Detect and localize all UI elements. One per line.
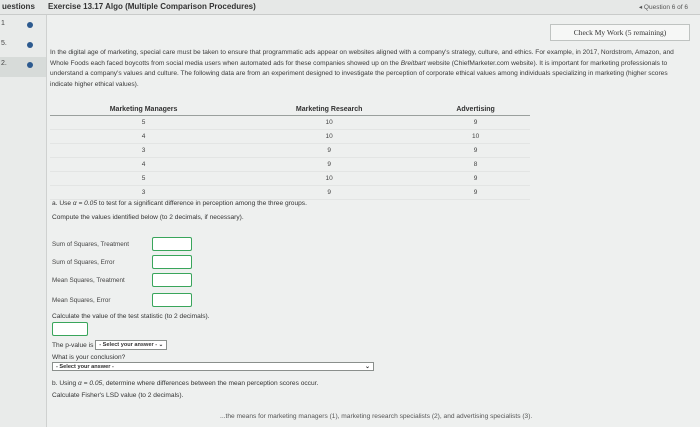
sidebar-item-number: 1 bbox=[1, 20, 5, 27]
part-a-prompt bbox=[52, 200, 307, 207]
status-dot-icon bbox=[27, 22, 33, 28]
table-cell: 4 bbox=[50, 130, 237, 144]
intro-site-name: Breitbart bbox=[400, 59, 426, 67]
table-cell: 9 bbox=[237, 144, 421, 158]
ms-treatment-label: Mean Squares, Treatment bbox=[52, 277, 125, 284]
question-navigator[interactable]: ◂ Question 6 of 6 bbox=[638, 4, 688, 11]
table-cell: 10 bbox=[237, 116, 421, 130]
sidebar-item-1[interactable] bbox=[0, 17, 46, 37]
test-statistic-input[interactable] bbox=[52, 322, 88, 336]
table-cell: 10 bbox=[237, 130, 421, 144]
sidebar-item-number: 2. bbox=[1, 60, 7, 67]
ms-treatment-input[interactable] bbox=[152, 273, 192, 287]
table-cell: 8 bbox=[421, 158, 530, 172]
ss-treatment-input[interactable] bbox=[152, 237, 192, 251]
table-row bbox=[50, 158, 530, 172]
status-dot-icon bbox=[27, 42, 33, 48]
col-header-research: Marketing Research bbox=[237, 103, 421, 116]
alpha-value: α = 0.05 bbox=[78, 380, 103, 387]
fisher-lsd-instruction: Calculate Fisher's LSD value (to 2 decimals). bbox=[52, 392, 184, 399]
ss-treatment-label: Sum of Squares, Treatment bbox=[52, 241, 129, 248]
chevron-down-icon: ⌄ bbox=[364, 364, 370, 370]
ms-error-input[interactable] bbox=[152, 293, 192, 307]
part-b-prefix: b. Using bbox=[52, 380, 77, 387]
table-row bbox=[50, 116, 530, 130]
table-cell: 5 bbox=[50, 172, 237, 186]
ms-error-label: Mean Squares, Error bbox=[52, 297, 111, 304]
part-a-suffix: to test for a significant difference in perception among the three groups. bbox=[98, 200, 307, 207]
table-row bbox=[50, 172, 530, 186]
ss-error-label: Sum of Squares, Error bbox=[52, 259, 115, 266]
conclusion-select[interactable] bbox=[52, 362, 374, 371]
table-cell: 4 bbox=[50, 158, 237, 172]
part-b-prompt bbox=[52, 380, 318, 387]
intro-text-1: In the digital age of marketing, special care must be taken to ensure that programmatic ads appear on websites aligned with a company's strategy, culture, and ethics. For example, in 2017, Nordstrom, Amazon, and Whole Foods each faced boycotts from social media users when automated ads for these companies showed up on the bbox=[50, 49, 674, 67]
table-cell: 10 bbox=[421, 130, 530, 144]
ss-error-input[interactable] bbox=[152, 255, 192, 269]
sidebar-item-number: 5. bbox=[1, 40, 7, 47]
p-value-line bbox=[52, 340, 167, 350]
chevron-down-icon: ⌄ bbox=[158, 342, 164, 348]
status-dot-icon bbox=[27, 62, 33, 68]
table-row bbox=[50, 130, 530, 144]
sidebar-item-2[interactable] bbox=[0, 37, 46, 57]
top-bar bbox=[0, 0, 700, 15]
question-content bbox=[50, 48, 690, 90]
intro-text-2: website (ChiefMarketer.com website). It is important for marketing professionals to understand a company's values and culture. The following data are from an experiment designed to investigate the perception of corporate ethical values among individuals specializing in marketing (higher scores indicate higher ethical values). bbox=[50, 59, 668, 88]
table-row bbox=[50, 144, 530, 158]
question-sidebar bbox=[0, 15, 47, 427]
table-cell: 10 bbox=[237, 172, 421, 186]
alpha-value: α = 0.05 bbox=[72, 200, 98, 207]
table-cell: 9 bbox=[237, 186, 421, 200]
col-header-managers: Marketing Managers bbox=[50, 103, 237, 116]
conclusion-select-text: - Select your answer - bbox=[56, 364, 114, 370]
exercise-title: Exercise 13.17 Algo (Multiple Comparison Procedures) bbox=[48, 2, 256, 11]
table-cell: 9 bbox=[421, 116, 530, 130]
data-table bbox=[50, 103, 530, 200]
part-b-suffix: , determine where differences between the mean perception scores occur. bbox=[102, 380, 319, 387]
table-cell: 9 bbox=[237, 158, 421, 172]
questions-label: uestions bbox=[2, 2, 35, 11]
table-cell: 9 bbox=[421, 186, 530, 200]
bottom-cutoff-text: ...the means for marketing managers (1), marketing research specialists (2), and advertising specialists (3). bbox=[220, 413, 533, 420]
conclusion-question: What is your conclusion? bbox=[52, 354, 126, 361]
intro-paragraph bbox=[50, 48, 690, 90]
table-cell: 5 bbox=[50, 116, 237, 130]
table-cell: 9 bbox=[421, 172, 530, 186]
col-header-advertising: Advertising bbox=[421, 103, 530, 116]
table-cell: 3 bbox=[50, 186, 237, 200]
test-statistic-instruction: Calculate the value of the test statistic (to 2 decimals). bbox=[52, 313, 210, 320]
p-value-select[interactable] bbox=[95, 340, 167, 350]
part-a-prefix: a. Use bbox=[52, 200, 72, 207]
p-value-select-text: - Select your answer - bbox=[99, 342, 158, 348]
table-row bbox=[50, 186, 530, 200]
p-value-label: The p-value is bbox=[52, 341, 94, 349]
compute-instruction: Compute the values identified below (to 2 decimals, if necessary). bbox=[52, 214, 244, 221]
table-cell: 9 bbox=[421, 144, 530, 158]
sidebar-item-current[interactable] bbox=[0, 57, 46, 77]
check-my-work-button[interactable]: Check My Work (5 remaining) bbox=[550, 24, 690, 41]
table-cell: 3 bbox=[50, 144, 237, 158]
